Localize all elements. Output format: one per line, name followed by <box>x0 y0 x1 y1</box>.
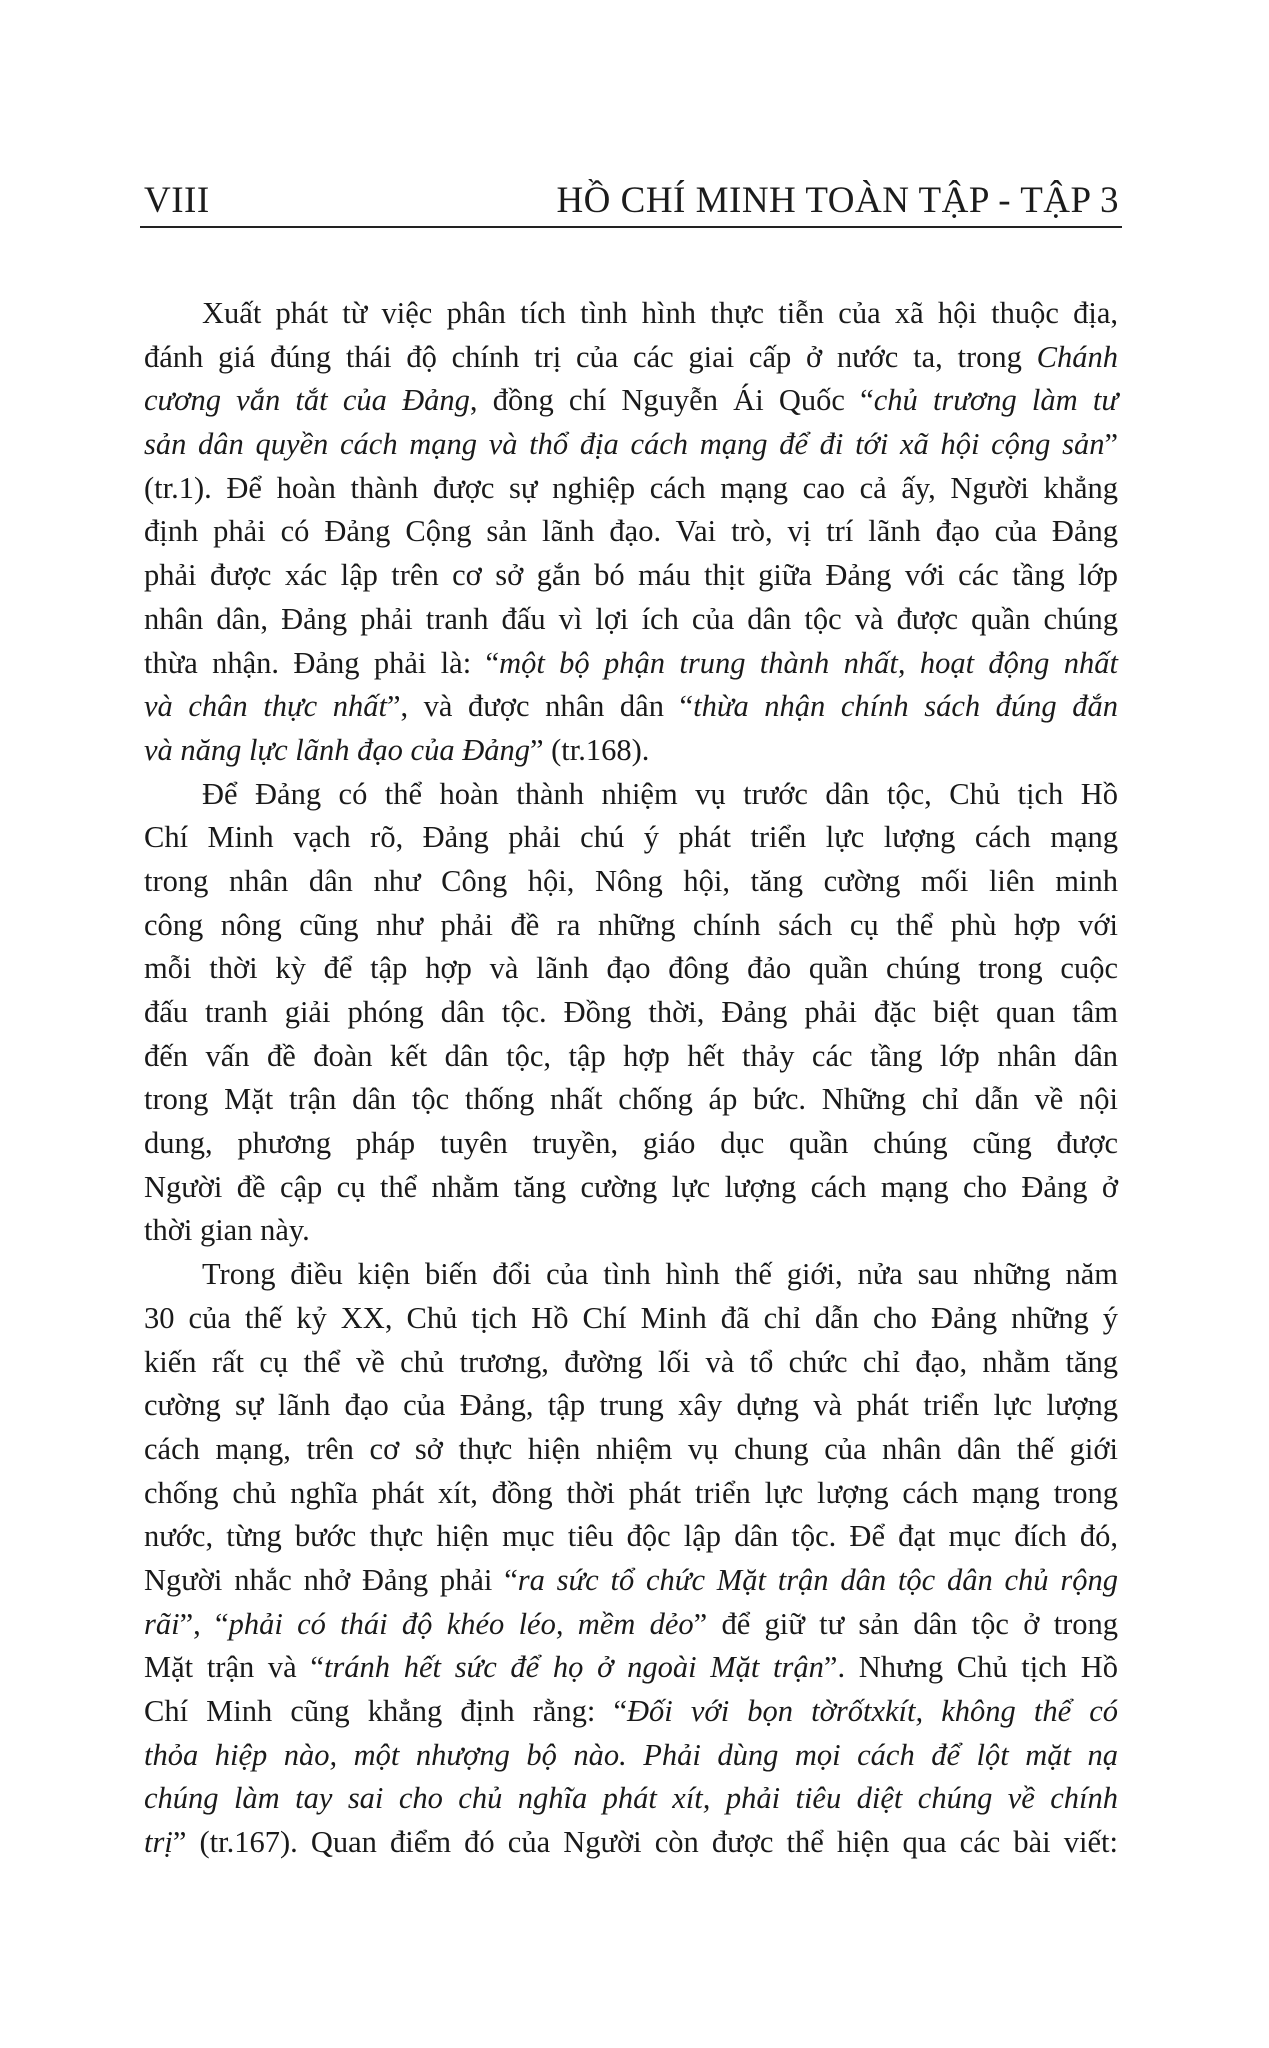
text-line <box>144 685 1118 729</box>
text-line <box>144 1209 1118 1253</box>
text-line <box>144 336 1118 380</box>
text-run: nước, từng bước thực hiện mục tiêu độc lập dân tộc. Để đạt mục đích đó, <box>144 1519 1118 1554</box>
text-run: nhân dân, Đảng phải tranh đấu vì lợi ích của dân tộc và được quần chúng <box>144 601 1118 636</box>
italic-text: thừa nhận chính sách đúng đắn <box>693 689 1119 724</box>
italic-text: phải có thái độ khéo léo, mềm dẻo <box>228 1606 694 1641</box>
italic-text: và năng lực lãnh đạo của Đảng <box>144 732 530 767</box>
text-line <box>144 510 1118 554</box>
italic-text: sản dân quyền cách mạng và thổ địa cách mạng để đi tới xã hội cộng sản <box>144 427 1105 462</box>
text-run: thời gian này. <box>144 1213 310 1248</box>
italic-text: ra sức tổ chức Mặt trận dân tộc dân chủ rộng <box>517 1562 1118 1597</box>
text-line <box>144 729 1118 773</box>
text-run: 30 của thế kỷ XX, Chủ tịch Hồ Chí Minh đã chỉ dẫn cho Đảng những ý <box>144 1300 1118 1335</box>
italic-text: thỏa hiệp nào, một nhượng bộ nào. Phải dùng mọi cách để lột mặt nạ <box>144 1737 1118 1772</box>
text-run: chống chủ nghĩa phát xít, đồng thời phát triển lực lượng cách mạng trong <box>144 1475 1118 1510</box>
text-run: ”, “ <box>179 1606 229 1641</box>
italic-text: cương vắn tắt của Đảng <box>144 383 470 418</box>
text-run: công nông cũng như phải đề ra những chính sách cụ thể phù hợp với <box>144 907 1118 942</box>
text-line <box>144 1734 1118 1778</box>
text-line <box>144 904 1118 948</box>
body-text <box>144 292 1118 1865</box>
italic-text: và chân thực nhất <box>144 689 387 724</box>
text-run: cách mạng, trên cơ sở thực hiện nhiệm vụ chung của nhân dân thế giới <box>144 1431 1118 1466</box>
text-run: trong Mặt trận dân tộc thống nhất chống áp bức. Những chỉ dẫn về nội <box>144 1082 1118 1117</box>
text-line <box>144 1515 1118 1559</box>
text-line <box>144 1297 1118 1341</box>
text-run: Người đề cập cụ thể nhằm tăng cường lực lượng cách mạng cho Đảng ở <box>144 1169 1118 1204</box>
text-line <box>144 467 1118 511</box>
header-rule <box>140 226 1122 228</box>
text-line <box>144 860 1118 904</box>
text-line <box>144 1821 1118 1865</box>
running-header <box>144 172 1119 222</box>
italic-text: chủ trương làm tư <box>873 383 1118 418</box>
text-run: cường sự lãnh đạo của Đảng, tập trung xây dựng và phát triển lực lượng <box>144 1388 1118 1423</box>
text-line <box>144 1384 1118 1428</box>
text-line <box>144 423 1118 467</box>
text-line <box>144 1646 1118 1690</box>
text-line <box>144 554 1118 598</box>
text-run: ”, và được nhân dân “ <box>386 689 694 724</box>
text-run: đánh giá đúng thái độ chính trị của các giai cấp ở nước ta, trong <box>144 339 1037 374</box>
text-run: ” <box>1104 427 1118 462</box>
text-line <box>144 379 1118 423</box>
text-run: (tr.1). Để hoàn thành được sự nghiệp cách mạng cao cả ấy, Người khẳng <box>144 470 1118 505</box>
text-run: Chí Minh cũng khẳng định rằng: “ <box>144 1694 628 1728</box>
text-line <box>144 1253 1118 1297</box>
paragraph <box>144 292 1118 773</box>
text-run: ”. Nhưng Chủ tịch Hồ <box>823 1650 1118 1685</box>
text-line <box>144 1166 1118 1210</box>
text-line <box>144 1559 1118 1603</box>
text-run: phải được xác lập trên cơ sở gắn bó máu thịt giữa Đảng với các tầng lớp <box>144 558 1118 593</box>
page-number: VIII <box>144 180 210 221</box>
italic-text: một bộ phận trung thành nhất, hoạt động nhất <box>499 645 1118 680</box>
text-run: Chí Minh vạch rõ, Đảng phải chú ý phát triển lực lượng cách mạng <box>144 820 1118 855</box>
italic-text: Đối với bọn tờrốtxkít, không thể có <box>627 1694 1118 1728</box>
text-run: kiến rất cụ thể về chủ trương, đường lối và tổ chức chỉ đạo, nhằm tăng <box>144 1344 1118 1379</box>
text-line <box>144 816 1118 860</box>
text-run: , đồng chí Nguyễn Ái Quốc “ <box>469 383 874 418</box>
paragraph <box>144 1253 1118 1865</box>
text-line <box>144 1122 1118 1166</box>
italic-text: tránh hết sức để họ ở ngoài Mặt trận <box>323 1650 824 1685</box>
text-line <box>144 1472 1118 1516</box>
text-run: định phải có Đảng Cộng sản lãnh đạo. Vai trò, vị trí lãnh đạo của Đảng <box>144 514 1118 549</box>
text-run: ” để giữ tư sản dân tộc ở trong <box>693 1606 1119 1641</box>
text-run: mỗi thời kỳ để tập hợp và lãnh đạo đông đảo quần chúng trong cuộc <box>144 951 1118 986</box>
text-line <box>144 947 1118 991</box>
paragraph <box>144 773 1118 1254</box>
text-line <box>144 1690 1118 1734</box>
text-run: Trong điều kiện biến đổi của tình hình thế giới, nửa sau những năm <box>202 1257 1118 1292</box>
italic-text: chúng làm tay sai cho chủ nghĩa phát xít, phải tiêu diệt chúng về chính <box>144 1781 1118 1816</box>
italic-text: rãi <box>144 1606 180 1641</box>
text-run: ” (tr.168). <box>529 732 650 767</box>
text-run: Để Đảng có thể hoàn thành nhiệm vụ trước dân tộc, Chủ tịch Hồ <box>202 776 1118 811</box>
text-line <box>144 598 1118 642</box>
text-line <box>144 1078 1118 1122</box>
text-run: Xuất phát từ việc phân tích tình hình thực tiễn của xã hội thuộc địa, <box>202 296 1118 330</box>
text-run: trong nhân dân như Công hội, Nông hội, tăng cường mối liên minh <box>144 863 1118 898</box>
text-line <box>144 1603 1118 1647</box>
italic-text: Chánh <box>1036 339 1118 374</box>
text-run: đấu tranh giải phóng dân tộc. Đồng thời, Đảng phải đặc biệt quan tâm <box>144 995 1118 1029</box>
text-line <box>144 991 1118 1035</box>
italic-text: trị <box>144 1825 173 1860</box>
text-run: Mặt trận và “ <box>144 1650 324 1685</box>
text-line <box>144 1035 1118 1079</box>
text-line <box>144 1777 1118 1821</box>
text-line <box>144 773 1118 817</box>
text-run: ” (tr.167). Quan điểm đó của Người còn được thể hiện qua các bài viết: <box>172 1825 1118 1860</box>
text-line <box>144 292 1118 336</box>
text-run: thừa nhận. Đảng phải là: “ <box>144 645 500 680</box>
running-title: HỒ CHÍ MINH TOÀN TẬP - TẬP 3 <box>556 180 1119 221</box>
text-run: Người nhắc nhở Đảng phải “ <box>144 1562 518 1597</box>
text-line <box>144 1341 1118 1385</box>
text-run: dung, phương pháp tuyên truyền, giáo dục quần chúng cũng được <box>144 1126 1118 1161</box>
text-run: đến vấn đề đoàn kết dân tộc, tập hợp hết thảy các tầng lớp nhân dân <box>144 1038 1118 1073</box>
text-line <box>144 1428 1118 1472</box>
text-line <box>144 642 1118 686</box>
